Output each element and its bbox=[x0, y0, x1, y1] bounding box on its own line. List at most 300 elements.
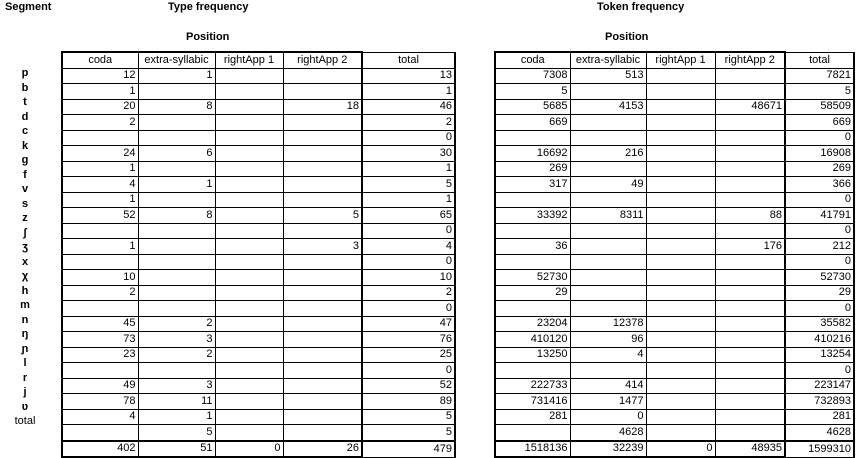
table-cell bbox=[715, 332, 785, 348]
table-cell bbox=[62, 425, 138, 441]
table-cell: 73 bbox=[62, 332, 138, 348]
table-cell: 2 bbox=[138, 316, 215, 332]
table-cell bbox=[283, 84, 362, 100]
table-cell bbox=[62, 254, 138, 270]
total-cell: 51 bbox=[138, 441, 215, 458]
table-cell: 222733 bbox=[495, 378, 570, 394]
table-cell: 0 bbox=[785, 254, 854, 270]
table-cell bbox=[646, 239, 715, 255]
table-cell bbox=[138, 239, 215, 255]
table-cell bbox=[570, 254, 646, 270]
table-cell bbox=[215, 285, 283, 301]
segment-label: h bbox=[21, 284, 29, 297]
table-row bbox=[62, 68, 455, 84]
table-cell: 4153 bbox=[570, 99, 646, 115]
table-cell bbox=[646, 285, 715, 301]
table-cell: 47 bbox=[362, 316, 455, 332]
table-cell: 3 bbox=[138, 332, 215, 348]
table-cell bbox=[646, 192, 715, 208]
table-cell bbox=[215, 425, 283, 441]
table-cell: 6 bbox=[138, 146, 215, 162]
table-cell bbox=[283, 285, 362, 301]
table-cell bbox=[570, 239, 646, 255]
table-cell bbox=[283, 409, 362, 425]
table-cell bbox=[138, 285, 215, 301]
table-cell bbox=[215, 378, 283, 394]
segment-label: r bbox=[22, 371, 28, 384]
table-cell bbox=[283, 425, 362, 441]
table-row bbox=[62, 84, 455, 100]
table-cell: 2 bbox=[362, 285, 455, 301]
table-cell bbox=[283, 394, 362, 410]
segment-label: k bbox=[21, 139, 29, 152]
column-header: rightApp 2 bbox=[715, 52, 785, 68]
table-cell bbox=[715, 347, 785, 363]
table-cell: 669 bbox=[785, 115, 854, 131]
table-cell bbox=[646, 363, 715, 379]
table-cell: 4628 bbox=[570, 425, 646, 441]
table-cell bbox=[570, 270, 646, 286]
table-cell: 410216 bbox=[785, 332, 854, 348]
table-cell bbox=[215, 208, 283, 224]
table-cell bbox=[215, 301, 283, 317]
table-cell: 269 bbox=[495, 161, 570, 177]
table-cell bbox=[646, 425, 715, 441]
table-cell: 49 bbox=[62, 378, 138, 394]
table-cell: 513 bbox=[570, 68, 646, 84]
total-cell: 1518136 bbox=[495, 441, 570, 458]
table-cell: 20 bbox=[62, 99, 138, 115]
table-row bbox=[495, 301, 854, 317]
table-cell: 269 bbox=[785, 161, 854, 177]
table-cell bbox=[715, 68, 785, 84]
segment-column bbox=[14, 66, 36, 429]
table-cell: 8 bbox=[138, 99, 215, 115]
table-cell: 669 bbox=[495, 115, 570, 131]
table-row bbox=[495, 347, 854, 363]
table-cell: 5 bbox=[362, 177, 455, 193]
table-cell bbox=[138, 270, 215, 286]
table-cell: 1 bbox=[62, 84, 138, 100]
table-cell: 5 bbox=[495, 84, 570, 100]
table-cell bbox=[215, 99, 283, 115]
table-cell bbox=[62, 301, 138, 317]
table-cell bbox=[570, 285, 646, 301]
table-cell bbox=[495, 425, 570, 441]
column-header: extra-syllabic bbox=[138, 52, 215, 68]
segment-label: p bbox=[21, 67, 29, 79]
table-row bbox=[495, 425, 854, 441]
table-cell bbox=[715, 409, 785, 425]
table-cell: 58509 bbox=[785, 99, 854, 115]
table-cell: 0 bbox=[362, 223, 455, 239]
table-cell: 0 bbox=[785, 363, 854, 379]
segment-label: m bbox=[20, 299, 30, 311]
table-cell bbox=[646, 394, 715, 410]
table-cell bbox=[215, 363, 283, 379]
total-cell: 26 bbox=[283, 441, 362, 458]
segment-label: ʃ bbox=[23, 226, 27, 239]
table-cell: 52 bbox=[62, 208, 138, 224]
table-cell bbox=[570, 192, 646, 208]
table-cell: 3 bbox=[138, 378, 215, 394]
table-row bbox=[62, 270, 455, 286]
segment-label: ʒ bbox=[22, 241, 28, 253]
table-row bbox=[62, 99, 455, 115]
table-cell: 5 bbox=[362, 409, 455, 425]
table-cell: 216 bbox=[570, 146, 646, 162]
table-cell: 12 bbox=[62, 68, 138, 84]
segment-label: j bbox=[23, 386, 27, 398]
table-cell: 3 bbox=[283, 239, 362, 255]
table-cell: 46 bbox=[362, 99, 455, 115]
table-row bbox=[495, 130, 854, 146]
table-cell bbox=[715, 84, 785, 100]
column-header: coda bbox=[495, 52, 570, 68]
table-cell: 49 bbox=[570, 177, 646, 193]
table-cell: 7821 bbox=[785, 68, 854, 84]
table-row bbox=[495, 161, 854, 177]
table-row bbox=[62, 115, 455, 131]
table-cell bbox=[215, 270, 283, 286]
table-cell: 281 bbox=[495, 409, 570, 425]
table-row bbox=[62, 301, 455, 317]
table-cell bbox=[646, 161, 715, 177]
table-cell: 2 bbox=[362, 115, 455, 131]
table-cell: 96 bbox=[570, 332, 646, 348]
table-cell bbox=[646, 301, 715, 317]
table-cell bbox=[715, 192, 785, 208]
table-cell: 33392 bbox=[495, 208, 570, 224]
table-cell bbox=[283, 301, 362, 317]
segment-label: t bbox=[23, 96, 27, 108]
table-cell: 12378 bbox=[570, 316, 646, 332]
table-cell bbox=[646, 270, 715, 286]
table-row bbox=[495, 146, 854, 162]
table-cell bbox=[62, 363, 138, 379]
segment-label: v bbox=[21, 183, 29, 195]
table-row bbox=[495, 332, 854, 348]
token-frequency-header: Token frequency bbox=[597, 1, 685, 13]
table-cell bbox=[646, 223, 715, 239]
table-cell: 41791 bbox=[785, 208, 854, 224]
table-cell: 1 bbox=[362, 161, 455, 177]
table-cell bbox=[495, 363, 570, 379]
table-cell: 23204 bbox=[495, 316, 570, 332]
table-cell bbox=[215, 254, 283, 270]
table-cell bbox=[715, 425, 785, 441]
table-cell bbox=[715, 285, 785, 301]
table-cell bbox=[646, 84, 715, 100]
column-header: extra-syllabic bbox=[570, 52, 646, 68]
column-header: rightApp 1 bbox=[646, 52, 715, 68]
table-cell bbox=[646, 68, 715, 84]
total-cell: 479 bbox=[362, 441, 455, 458]
table-cell bbox=[138, 192, 215, 208]
table-row bbox=[62, 285, 455, 301]
table-cell: 18 bbox=[283, 99, 362, 115]
table-cell: 35582 bbox=[785, 316, 854, 332]
segment-label: z bbox=[22, 212, 28, 224]
table-cell: 65 bbox=[362, 208, 455, 224]
table-row bbox=[62, 316, 455, 332]
table-cell: 52 bbox=[362, 378, 455, 394]
table-cell bbox=[715, 378, 785, 394]
table-cell: 13 bbox=[362, 68, 455, 84]
type-position-header: Position bbox=[186, 31, 230, 43]
table-cell bbox=[570, 115, 646, 131]
table-row bbox=[62, 347, 455, 363]
table-row bbox=[62, 409, 455, 425]
table-cell bbox=[715, 161, 785, 177]
table-cell bbox=[138, 115, 215, 131]
table-cell: 4 bbox=[62, 409, 138, 425]
table-cell: 76 bbox=[362, 332, 455, 348]
table-cell bbox=[715, 254, 785, 270]
table-cell: 0 bbox=[785, 301, 854, 317]
table-cell bbox=[646, 208, 715, 224]
table-cell bbox=[283, 177, 362, 193]
table-cell bbox=[283, 363, 362, 379]
table-cell: 176 bbox=[715, 239, 785, 255]
segment-label: b bbox=[21, 81, 29, 94]
table-cell: 410120 bbox=[495, 332, 570, 348]
table-cell: 2 bbox=[62, 285, 138, 301]
table-cell: 0 bbox=[362, 301, 455, 317]
table-cell bbox=[495, 301, 570, 317]
table-cell: 36 bbox=[495, 239, 570, 255]
table-cell bbox=[646, 146, 715, 162]
column-header: total bbox=[362, 52, 455, 68]
table-cell: 212 bbox=[785, 239, 854, 255]
table-cell bbox=[215, 192, 283, 208]
table-cell bbox=[215, 332, 283, 348]
table-row bbox=[495, 239, 854, 255]
table-row bbox=[495, 115, 854, 131]
total-cell: 32239 bbox=[570, 441, 646, 458]
table-row bbox=[495, 254, 854, 270]
table-cell: 1 bbox=[138, 68, 215, 84]
table-row bbox=[62, 254, 455, 270]
table-cell bbox=[215, 316, 283, 332]
table-cell: 414 bbox=[570, 378, 646, 394]
total-cell: 0 bbox=[215, 441, 283, 458]
table-cell bbox=[138, 223, 215, 239]
table-cell bbox=[283, 347, 362, 363]
total-cell: 0 bbox=[646, 441, 715, 458]
column-header: rightApp 2 bbox=[283, 52, 362, 68]
segment-label: c bbox=[21, 125, 29, 137]
table-cell bbox=[215, 68, 283, 84]
table-cell: 223147 bbox=[785, 378, 854, 394]
table-cell bbox=[138, 130, 215, 146]
table-cell bbox=[283, 146, 362, 162]
table-row bbox=[495, 208, 854, 224]
table-cell bbox=[715, 146, 785, 162]
table-cell: 11 bbox=[138, 394, 215, 410]
total-cell: 1599310 bbox=[785, 441, 854, 458]
table-cell: 5 bbox=[362, 425, 455, 441]
table-cell: 281 bbox=[785, 409, 854, 425]
table-cell bbox=[646, 332, 715, 348]
table-cell bbox=[62, 130, 138, 146]
table-cell bbox=[570, 161, 646, 177]
table-cell bbox=[715, 177, 785, 193]
table-cell bbox=[283, 270, 362, 286]
segment-label: l bbox=[23, 357, 27, 369]
table-cell bbox=[715, 130, 785, 146]
table-cell bbox=[283, 378, 362, 394]
table-cell: 52730 bbox=[495, 270, 570, 286]
table-cell: 88 bbox=[715, 208, 785, 224]
table-cell bbox=[715, 363, 785, 379]
table-cell: 0 bbox=[785, 192, 854, 208]
table-cell bbox=[646, 316, 715, 332]
table-cell: 5 bbox=[138, 425, 215, 441]
table-row bbox=[495, 84, 854, 100]
table-row bbox=[495, 409, 854, 425]
table-row bbox=[62, 239, 455, 255]
table-row bbox=[495, 223, 854, 239]
table-row bbox=[62, 363, 455, 379]
table-cell: 16692 bbox=[495, 146, 570, 162]
type-frequency-header: Type frequency bbox=[168, 1, 249, 13]
table-row bbox=[495, 192, 854, 208]
total-cell: 48935 bbox=[715, 441, 785, 458]
table-cell bbox=[646, 378, 715, 394]
segment-label: s bbox=[21, 197, 29, 210]
table-cell bbox=[715, 394, 785, 410]
table-row bbox=[62, 177, 455, 193]
table-cell bbox=[646, 409, 715, 425]
table-cell: 5 bbox=[785, 84, 854, 100]
table-cell: 89 bbox=[362, 394, 455, 410]
table-cell bbox=[215, 394, 283, 410]
table-cell: 8311 bbox=[570, 208, 646, 224]
segment-label: g bbox=[21, 154, 29, 166]
table-cell bbox=[215, 84, 283, 100]
table-row bbox=[495, 394, 854, 410]
table-cell: 1 bbox=[362, 192, 455, 208]
segment-label: d bbox=[21, 110, 29, 123]
table-row bbox=[62, 425, 455, 441]
table-cell: 1 bbox=[62, 161, 138, 177]
table-cell: 1 bbox=[138, 409, 215, 425]
table-cell bbox=[283, 254, 362, 270]
table-cell bbox=[495, 192, 570, 208]
column-header: rightApp 1 bbox=[215, 52, 283, 68]
table-cell bbox=[570, 130, 646, 146]
table-cell bbox=[215, 146, 283, 162]
table-cell bbox=[215, 115, 283, 131]
table-row bbox=[62, 394, 455, 410]
table-row bbox=[495, 285, 854, 301]
table-cell bbox=[495, 130, 570, 146]
table-row bbox=[495, 316, 854, 332]
table-cell bbox=[570, 223, 646, 239]
table-cell: 0 bbox=[785, 130, 854, 146]
table-cell bbox=[646, 130, 715, 146]
table-row bbox=[62, 161, 455, 177]
table-cell: 24 bbox=[62, 146, 138, 162]
table-row bbox=[495, 177, 854, 193]
table-cell: 1477 bbox=[570, 394, 646, 410]
table-row bbox=[495, 68, 854, 84]
table-cell bbox=[215, 239, 283, 255]
table-cell: 78 bbox=[62, 394, 138, 410]
table-cell: 29 bbox=[785, 285, 854, 301]
table-cell: 52730 bbox=[785, 270, 854, 286]
table-cell: 29 bbox=[495, 285, 570, 301]
table-cell bbox=[283, 161, 362, 177]
table-cell: 4 bbox=[362, 239, 455, 255]
table-cell: 13254 bbox=[785, 347, 854, 363]
table-cell bbox=[283, 130, 362, 146]
table-cell: 25 bbox=[362, 347, 455, 363]
table-cell bbox=[138, 84, 215, 100]
table-cell: 1 bbox=[62, 192, 138, 208]
table-cell bbox=[138, 254, 215, 270]
table-cell bbox=[715, 316, 785, 332]
table-cell: 23 bbox=[62, 347, 138, 363]
table-cell: 731416 bbox=[495, 394, 570, 410]
total-row-label: total bbox=[14, 415, 36, 427]
segment-label: ʋ bbox=[21, 400, 29, 413]
segment-label: x bbox=[21, 255, 29, 268]
table-cell bbox=[715, 301, 785, 317]
table-cell bbox=[62, 223, 138, 239]
table-row bbox=[495, 99, 854, 115]
table-cell: 10 bbox=[362, 270, 455, 286]
table-cell: 4 bbox=[570, 347, 646, 363]
table-row bbox=[62, 130, 455, 146]
column-header: coda bbox=[62, 52, 138, 68]
table-row bbox=[62, 223, 455, 239]
token-position-header: Position bbox=[605, 31, 649, 43]
table-cell: 8 bbox=[138, 208, 215, 224]
table-cell: 366 bbox=[785, 177, 854, 193]
table-cell: 30 bbox=[362, 146, 455, 162]
table-cell: 48671 bbox=[715, 99, 785, 115]
table-cell: 317 bbox=[495, 177, 570, 193]
segment-header: Segment bbox=[5, 1, 52, 13]
table-cell bbox=[715, 270, 785, 286]
segment-label: ŋ bbox=[21, 328, 29, 340]
table-cell: 0 bbox=[362, 363, 455, 379]
table-cell bbox=[283, 68, 362, 84]
table-cell: 5 bbox=[283, 208, 362, 224]
column-header: total bbox=[785, 52, 854, 68]
table-cell: 16908 bbox=[785, 146, 854, 162]
table-cell bbox=[495, 254, 570, 270]
table-cell bbox=[715, 223, 785, 239]
total-cell: 402 bbox=[62, 441, 138, 458]
table-cell bbox=[138, 301, 215, 317]
table-cell: 2 bbox=[62, 115, 138, 131]
table-cell bbox=[283, 192, 362, 208]
table-row bbox=[62, 192, 455, 208]
table-cell bbox=[215, 223, 283, 239]
table-cell bbox=[138, 161, 215, 177]
table-cell bbox=[495, 223, 570, 239]
table-cell: 13250 bbox=[495, 347, 570, 363]
table-cell: 0 bbox=[362, 130, 455, 146]
table-cell: 1 bbox=[62, 239, 138, 255]
table-cell: 1 bbox=[138, 177, 215, 193]
table-cell bbox=[646, 254, 715, 270]
table-cell bbox=[283, 223, 362, 239]
table-cell bbox=[646, 115, 715, 131]
